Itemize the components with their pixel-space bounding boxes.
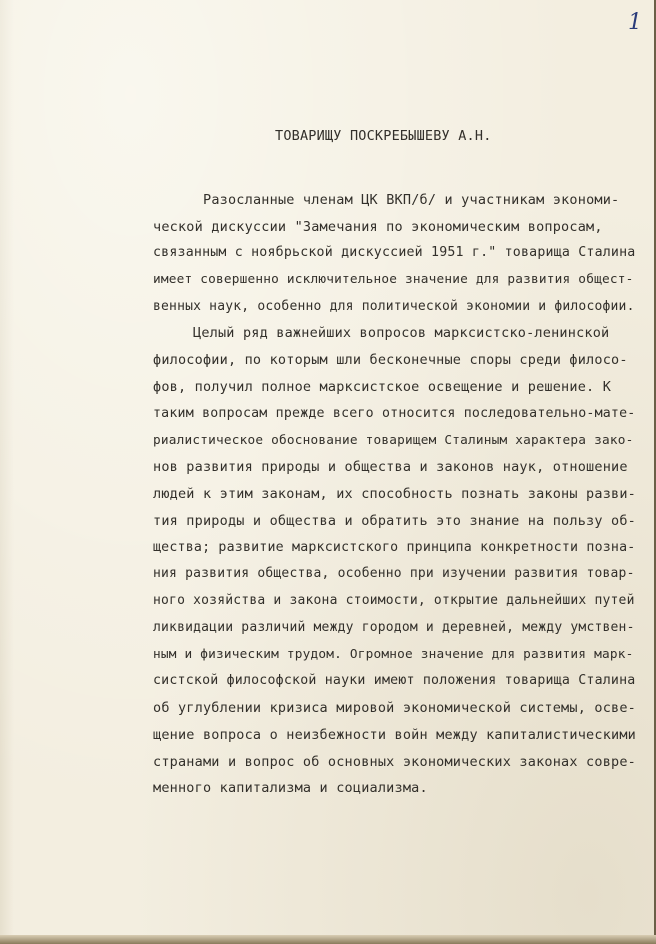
text-line: связанным с ноябрьской дискуссией 1951 г." товарища Сталина	[153, 245, 636, 260]
text-line: об углублении кризиса мировой экономической системы, осве-	[153, 700, 637, 716]
text-line: щества; развитие марксистского принципа конкретности позна-	[153, 540, 636, 555]
text-line: риалистическое обоснование товарищем Сталиным характера зако-	[153, 433, 634, 448]
text-line: нов развития природы и общества и законов наук, отношение	[153, 459, 628, 475]
text-line: систской философской науки имеют положения товарища Сталина	[153, 673, 636, 688]
paper-bottom-edge	[0, 935, 656, 944]
text-line: философии, по которым шли бесконечные споры среди филосо-	[153, 352, 628, 368]
text-line: венных наук, особенно для политической экономии и философии.	[153, 299, 635, 314]
text-line: имеет совершенно исключительное значение для развития общест-	[153, 272, 634, 287]
text-line: ного хозяйства и закона стоимости, открытие дальнейших путей	[153, 593, 635, 608]
page-number: 1	[628, 10, 642, 35]
text-line: Целый ряд важнейших вопросов марксистско-ленинской	[193, 325, 610, 341]
text-line: ликвидации различий между городом и деревней, между умствен-	[153, 620, 635, 635]
text-line: щение вопроса о неизбежности войн между капиталистическими	[153, 727, 637, 743]
text-line: ния развития общества, особенно при изучении развития товар-	[153, 566, 635, 581]
text-line: ческой дискуссии "Замечания по экономическим вопросам,	[153, 219, 603, 235]
document-heading: ТОВАРИЩУ ПОСКРЕБЫШЕВУ А.Н.	[275, 128, 492, 144]
text-line: людей к этим законам, их способность познать законы разви-	[153, 486, 637, 502]
text-line: менного капитализма и социализма.	[153, 780, 428, 796]
text-line: тия природы и общества и обратить это знание на пользу об-	[153, 513, 637, 529]
text-line: таким вопросам прежде всего относится последовательно-мате-	[153, 406, 636, 421]
text-line: фов, получил полное марксистское освещение и решение. К	[153, 379, 612, 395]
text-line: Разосланные членам ЦК ВКП/б/ и участникам экономи-	[203, 192, 620, 208]
text-line: странами и вопрос об основных экономических законах совре-	[153, 754, 637, 770]
text-line: ным и физическим трудом. Огромное значение для развития марк-	[153, 647, 634, 662]
